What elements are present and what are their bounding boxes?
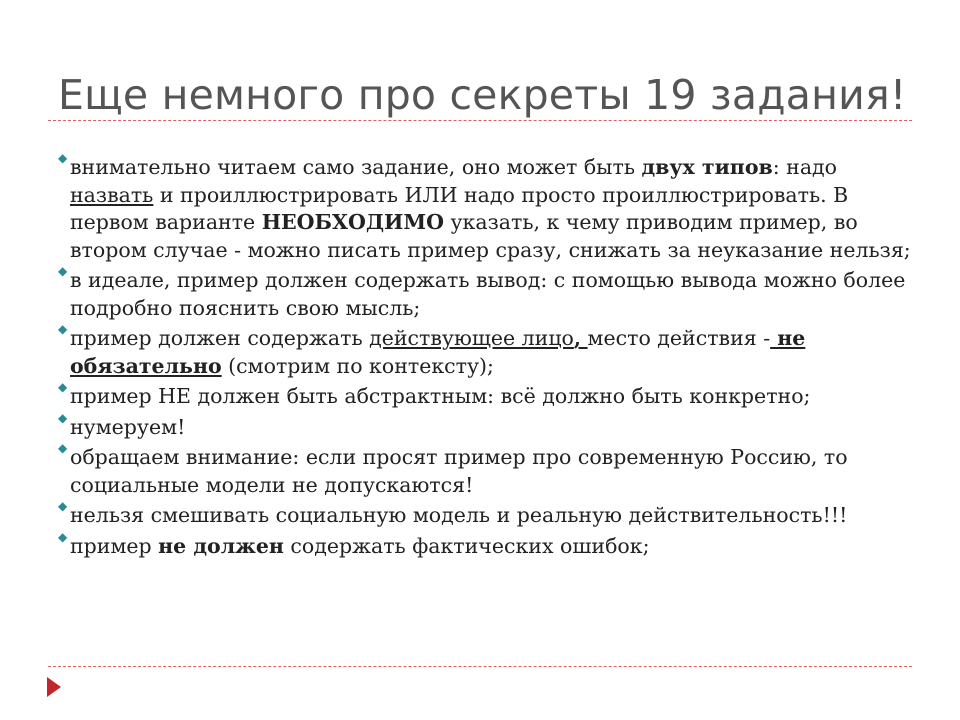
diamond-bullet-icon: ◆: [58, 264, 68, 278]
item-text: внимательно читаем само задание, оно может быть: [70, 155, 642, 179]
item-text: (смотрим по контексту);: [221, 353, 494, 378]
item-text: обращаем внимание: если просят пример про современную Россию, то социальные модели не допускаются!: [70, 445, 848, 497]
item-text: пример должен содержать: [70, 326, 370, 350]
diamond-bullet-icon: ◆: [58, 529, 68, 544]
item-text: содержать фактических ошибок;: [283, 533, 650, 558]
list-item: [58, 529, 918, 561]
diamond-bullet-icon: ◆: [58, 441, 68, 455]
item-text: : надо: [772, 155, 838, 179]
triangle-arrow-icon: [46, 676, 62, 698]
diamond-bullet-icon: ◆: [58, 410, 68, 425]
item-text: нельзя смешивать социальную модель и реальную действительность!!!: [70, 503, 848, 527]
diamond-bullet-icon: ◆: [58, 151, 68, 165]
item-underlined-text: действующее лицо: [369, 326, 574, 350]
bullet-list: [58, 151, 918, 563]
item-text: место действия -: [587, 326, 771, 350]
diamond-bullet-icon: ◆: [58, 322, 68, 336]
item-bold-text: двух типов: [641, 155, 773, 179]
list-item: [58, 264, 918, 322]
list-item: [58, 499, 918, 530]
diamond-bullet-icon: ◆: [58, 499, 68, 513]
item-text: нумеруем!: [70, 414, 186, 439]
item-bold-underlined-text: ,: [573, 326, 582, 350]
item-bold-underlined-text: не обязательно: [70, 326, 806, 378]
list-item: [58, 151, 918, 264]
slide-title: Еще немного про секреты 19 задания!: [58, 71, 907, 119]
bottom-dashed-divider: [48, 666, 912, 667]
item-text: в идеале, пример должен содержать вывод: с помощью вывода можно более подробно пояснить свою мысль;: [70, 268, 906, 320]
list-item: [58, 410, 918, 442]
item-text: пример НЕ должен быть абстрактным: всё должно быть конкретно;: [70, 384, 811, 408]
item-bold-text: НЕОБХОДИМО: [261, 210, 444, 234]
top-dashed-divider: [48, 120, 912, 121]
list-item: [58, 441, 918, 499]
list-item: [58, 322, 918, 380]
item-text: и проиллюстрировать ИЛИ надо просто проиллюстрировать. В первом варианте: [70, 182, 849, 234]
diamond-bullet-icon: ◆: [58, 380, 68, 394]
item-underlined-text: назвать: [70, 182, 154, 207]
item-text: пример: [70, 533, 159, 558]
item-bold-text: не должен: [158, 533, 284, 558]
item-text: указать, к чему приводим пример, во втором случае - можно писать пример сразу, снижать за неуказание нельзя;: [70, 210, 911, 262]
list-item: [58, 380, 918, 411]
